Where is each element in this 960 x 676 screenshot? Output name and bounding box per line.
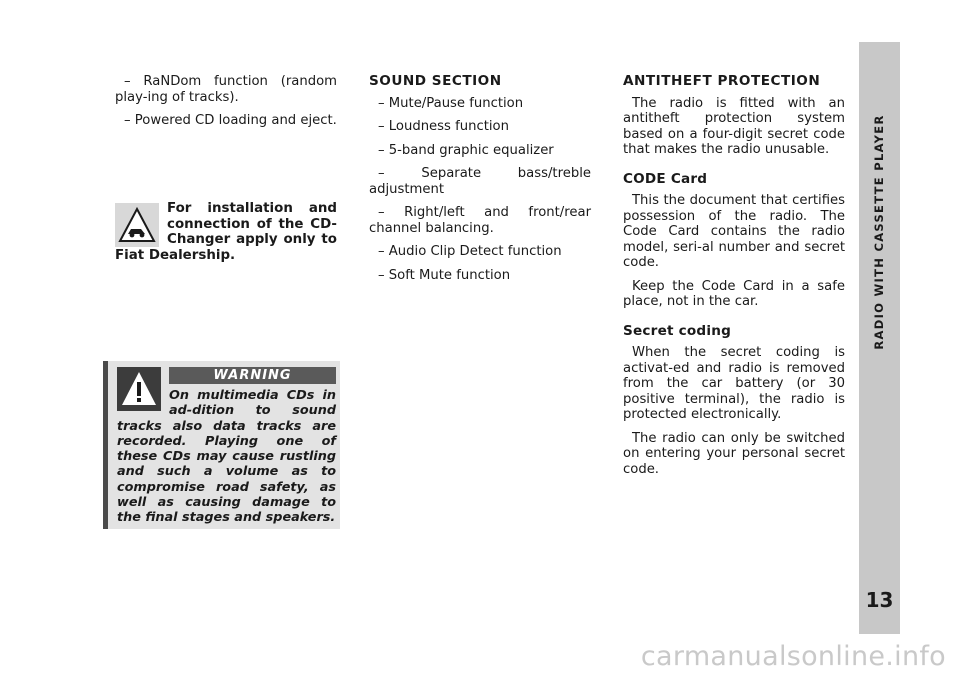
column-2 (369, 74, 591, 291)
code-card-heading: CODE Card (623, 170, 708, 187)
paragraph: When the secret coding is activat-ed and radio is removed from the car battery (or 30 positive terminal), the radio is protected electronically. (623, 345, 845, 422)
feature-item: – Powered CD loading and eject. (124, 113, 337, 128)
sound-item: – Loudness function (378, 119, 509, 134)
installation-note (115, 201, 337, 263)
feature-item: – RaNDom function (random play-ing of tracks). (115, 74, 337, 105)
note-text: For installation and connection of the CD-Changer apply only to Fiat Dealership. (115, 201, 337, 263)
chapter-title: RADIO WITH CASSETTE PLAYER (872, 114, 886, 350)
sound-item: – Audio Clip Detect function (378, 244, 562, 259)
paragraph: This the document that certifies possession of the radio. The Code Card contains the radio model, seri-al number and secret code. (623, 193, 845, 270)
sound-item: – 5-band graphic equalizer (378, 142, 554, 158)
sound-item: – Right/left and front/rear channel balancing. (369, 205, 591, 236)
sound-item: – Mute/Pause function (378, 95, 524, 111)
sound-section-heading: SOUND SECTION (369, 73, 502, 89)
paragraph: The radio can only be switched on entering your personal secret code. (623, 430, 845, 477)
warning-label: WARNING (169, 367, 336, 384)
warning-text: On multimedia CDs in ad-dition to sound tracks also data tracks are recorded. Playing one of these CDs may cause rustling and such a volume as to compromise road safety, as well as causing damage to the final stages and speakers. (117, 388, 336, 526)
sound-item: – Soft Mute function (378, 267, 511, 283)
warning-box (103, 361, 340, 529)
column-3 (623, 74, 845, 485)
page-number: 13 (865, 588, 894, 612)
column-1 (115, 74, 337, 137)
watermark: carmanualsonline.info (640, 641, 946, 672)
paragraph: Keep the Code Card in a safe place, not in the car. (623, 278, 845, 309)
sound-item: – Separate bass/treble adjustment (369, 166, 591, 197)
paragraph: The radio is fitted with an antitheft protection system based on a four-digit secret code that makes the radio unusable. (623, 95, 845, 157)
antitheft-heading: ANTITHEFT PROTECTION (623, 73, 821, 89)
chapter-sidebar (859, 42, 900, 634)
warning-icon (117, 367, 161, 411)
secret-coding-heading: Secret coding (623, 322, 732, 339)
car-lift-icon (115, 203, 159, 247)
